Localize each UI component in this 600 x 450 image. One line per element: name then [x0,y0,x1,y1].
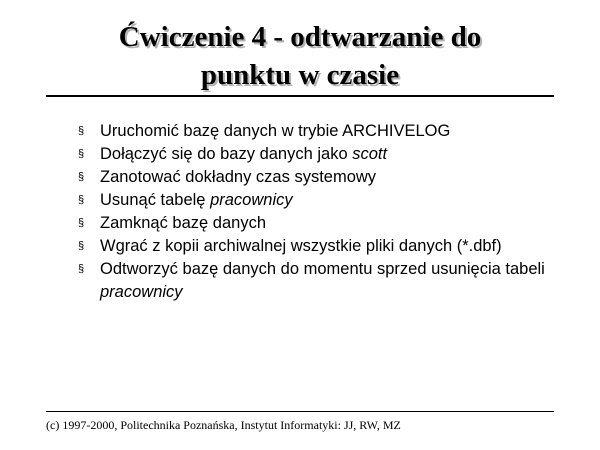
bullet-text: Odtworzyć bazę danych do momentu sprzed usunięcia tabeli [100,260,545,278]
bullet-marker-icon: § [78,263,85,275]
bullet-emphasis: pracownicy [100,283,183,301]
slide-title [0,18,600,94]
bullet-item [78,166,548,189]
bullet-item [78,235,548,258]
bullet-marker-icon: § [78,217,85,229]
footer-divider [46,411,554,412]
bullet-marker-icon: § [78,194,85,206]
bullet-item [78,143,548,166]
bullet-text: Usunąć tabelę [100,191,211,209]
bullet-text: Wgrać z kopii archiwalnej wszystkie pliki danych (*.dbf) [100,237,502,255]
bullet-item [78,258,548,304]
bullet-text: Zanotować dokładny czas systemowy [100,168,377,186]
bullet-item [78,212,548,235]
title-divider [46,95,554,97]
bullet-marker-icon: § [78,240,85,252]
bullet-list [78,120,548,304]
bullet-marker-icon: § [78,125,85,137]
bullet-text: Dołączyć się do bazy danych jako [100,145,353,163]
footer-copyright: (c) 1997-2000, Politechnika Poznańska, Instytut Informatyki: JJ, RW, MZ [46,418,401,432]
bullet-item [78,189,548,212]
bullet-item [78,120,548,143]
bullet-emphasis: pracownicy [210,191,293,209]
slide-title-line-2: punktu w czasie [200,59,400,91]
bullet-marker-icon: § [78,148,85,160]
bullet-text: Zamknąć bazę danych [100,214,267,232]
slide-title-line-1: Ćwiczenie 4 - odtwarzanie do [118,21,482,53]
bullet-marker-icon: § [78,171,85,183]
bullet-text: Uruchomić bazę danych w trybie ARCHIVELOG [100,122,451,140]
bullet-emphasis: scott [352,145,388,163]
